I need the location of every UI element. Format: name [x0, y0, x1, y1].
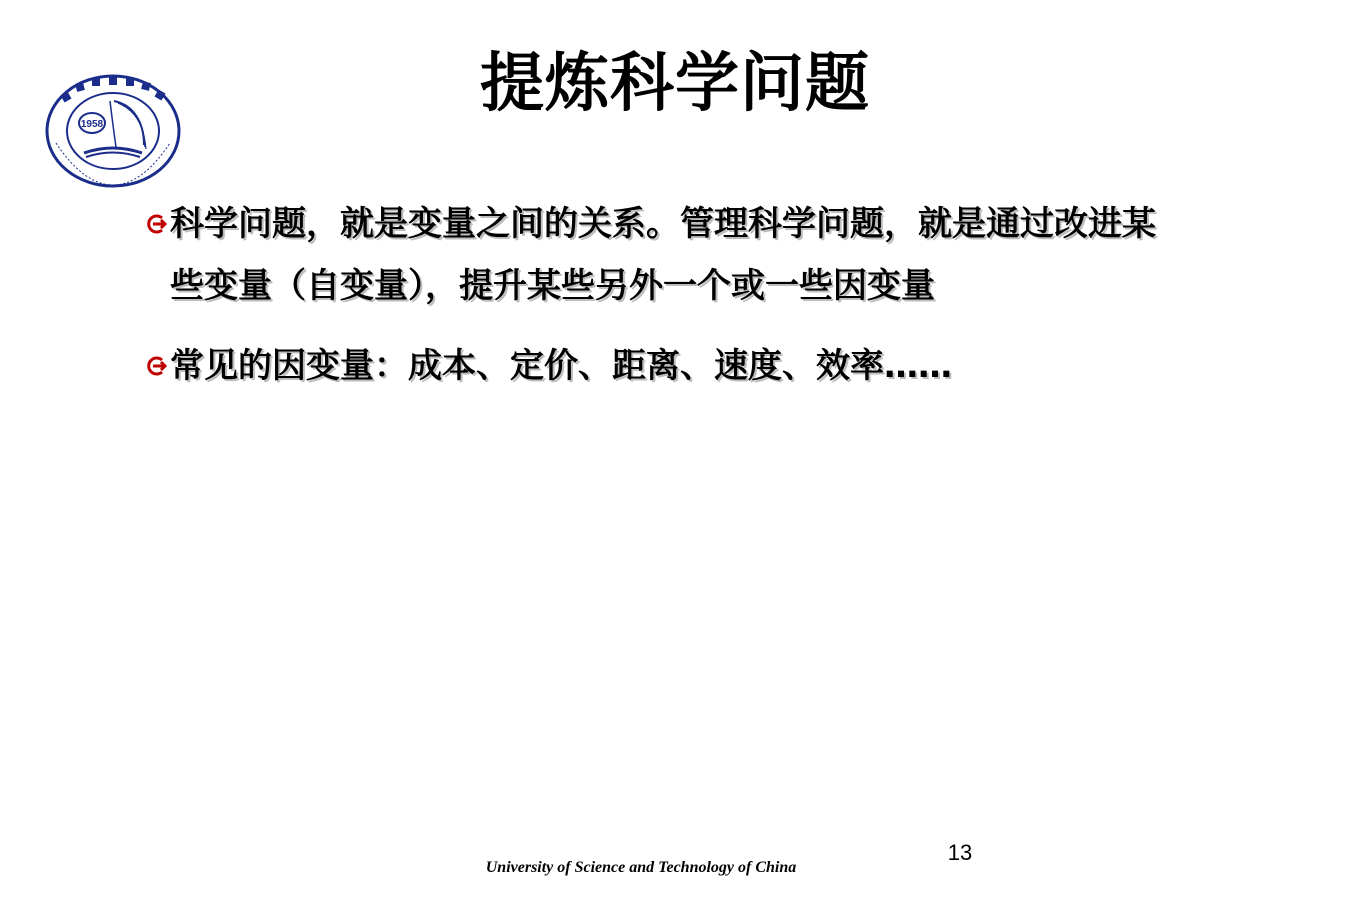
arrow-circle-icon — [146, 355, 168, 377]
bullet-text: 常见的因变量：成本、定价、距离、速度、效率…… — [170, 346, 952, 386]
slide-footer: University of Science and Technology of China — [485, 859, 797, 876]
bullet-item — [146, 335, 1186, 397]
bullet-list — [146, 193, 1186, 415]
bullet-item — [146, 193, 1186, 317]
slide-title: 提炼科学问题 — [480, 47, 870, 121]
logo-year: 1958 — [80, 119, 104, 130]
page-number: 13 — [947, 840, 973, 865]
arrow-circle-icon — [146, 213, 168, 235]
bullet-text: 科学问题，就是变量之间的关系。管理科学问题，就是通过改进某些变量（自变量），提升某些另外一个或一些因变量 — [170, 204, 1156, 306]
